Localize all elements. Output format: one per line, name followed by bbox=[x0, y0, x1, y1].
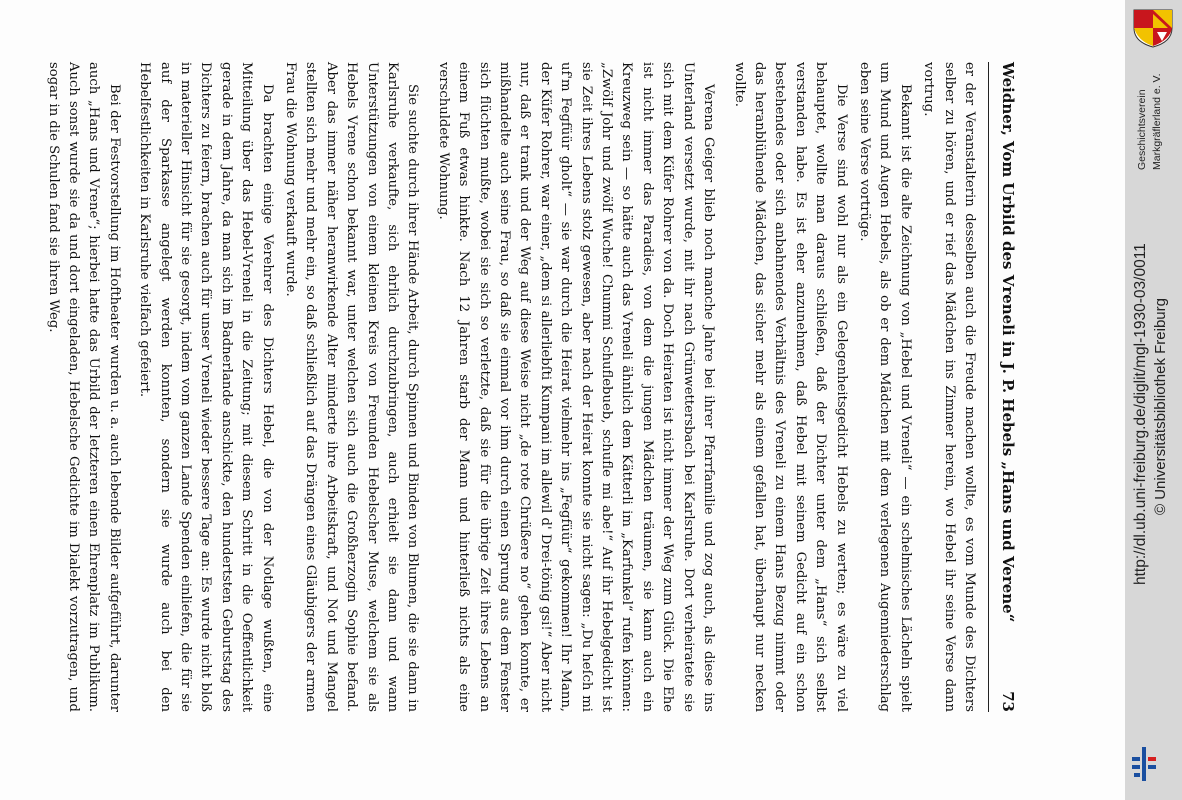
society-name-line2: Markgräflerland e. V. bbox=[1151, 73, 1163, 170]
paragraph: Die Verse sind wohl nur als ein Gelegenheitsgedicht Hebels zu werten; es wäre zu viel behauptet, wollte man daraus schließen, daß der Dichter unter dem „Hans“ sich selbst verstanden habe. Es ist eher anzunehmen, daß Hebel mit seinem Gedicht auf ein schon bestehendes oder sich anbahnendes Verhältnis des Vreneli zu einem Hans Bezug nimmt oder das heranblühende Mädchen, das sicher mehr als einem gefallen hat, überhaupt nur necken wollte. bbox=[731, 62, 849, 712]
coat-of-arms-icon bbox=[1130, 8, 1176, 48]
ub-freiburg-logo-icon bbox=[1130, 743, 1162, 785]
rotated-page-content bbox=[45, 62, 1025, 712]
paragraph: Sie suchte durch ihrer Hände Arbeit, durch Spinnen und Binden von Blumen, die sie dann in Karlsruhe verkaufte, sich ehrlich durchzubringen, auch erhielt sie dann und wann Unterstützungen von einem kleinen Kreis von Freunden Hebelscher Muse, welchem sie als Hebels Vrene schon bekannt war, unter welchen sich auch die Großherzogin Sophie befand. Aber das immer näher heranwirkende Alter minderte ihre Arbeitskraft, und Not und Mangel stellten sich mehr und mehr ein, so daß schließlich auf das Drängen eines Gläubigers der armen Frau die Wohnung verkauft wurde. bbox=[283, 62, 421, 712]
paragraph: Verena Geiger blieb noch manche Jahre bei ihrer Pfarrfamilie und zog auch, als diese ins Unterland versetzt wurde, mit ihr nach Grünwettersbach bei Karlsruhe. Dort verheiratete sie sich mit dem Küfer Rohrer von da. Doch Heiraten ist nicht immer der Weg zum Glück. Die Ehe ist nicht immer das Paradies, von dem die jungen Mädchen träumen, sie kann auch ein Kreuzweg sein — so hätte auch das Vreneli ähnlich dem Kätterli im „Karfunkel“ rufen können: „Zwölf Johr und zwölf Wuche! Chummi Schuflebueb, schufle mi abe!“ Auf ihr Hebelgedicht ist sie Zeit ihres Lebens stolz gewesen, aber nach der Heirat konnte sie nicht sagen: „Du heſch mi uf'm Fegfüür gholt“ — sie war durch die Heirat vielmehr ins „Fegfüür“ gekommen! Ihr Mann, der Küfer Rohrer, war einer, „dem si allerliebſti Kumpani im allewil d' Drei-tönig gsi!“ Aber nicht nur, daß er trank und der Weg auf diese Weise nicht „de rote Chrüßere no“ gehen konnte, er mißhandelte auch seine Frau, so daß sie einmal vor ihm durch einen Sprung aus dem Fenster sich flüchten mußte, wobei sie sich so verletzte, daß sie für die übrige Zeit ihres Lebens an einem Fuß etwas hinkte. Nach 12 Jahren starb der Mann und hinterließ nichts als eine verschuldete Wohnung. bbox=[435, 62, 717, 712]
society-name-line1: Geschichtsverein bbox=[1136, 89, 1148, 170]
paragraph: er der Veranstalterin desselben auch die Freude machen wollte, es vom Munde des Dichters selber zu hören, und er rief das Mädchen ins Zimmer herein, wo Hebel ihr seine Verse dann vortrug. bbox=[921, 62, 977, 712]
running-header bbox=[991, 62, 1025, 712]
page-number: 73 bbox=[999, 691, 1017, 712]
paragraph: Bekannt ist die alte Zeichnung von „Hebel und Vreneli“ — ein schelmisches Lächeln spielt um Mund und Augen Hebels, als ob er dem Mädchen mit dem verlegenen Augenniederschlag eben seine Verse vortrüge. bbox=[856, 62, 913, 712]
header-rule bbox=[988, 62, 989, 712]
permalink-url[interactable]: http://dl.ub.uni-freiburg.de/diglit/mgl-1930-03/0011 bbox=[1132, 243, 1149, 585]
article-body bbox=[39, 62, 979, 712]
paragraph: Bei der Festvorstellung im Hoftheater wurden u. a. auch lebende Bilder aufgeführt, darunter auch „Hans und Vrene“; hierbei hatte das Urbild der letzteren einen Ehrenplatz im Publikum. Auch sonst wurde sie da und dort eingeladen, Hebelsche Gedichte im Dialekt vorzutragen, und sogar in die Schulen fand sie ihren Weg. bbox=[45, 62, 122, 712]
running-header-title: Weidner, Vom Urbild des Vreneli in J. P. Hebels „Hans und Verene“ bbox=[999, 62, 1017, 623]
paragraph: Da brachten einige Verehrer des Dichters Hebel, die von der Notlage wußten, eine Mitteilung über das Hebel-Vreneli in die Zeitung; mit diesem Schritt in die Oeffentlichkeit gerade in dem Jahre, da man sich im Badnerlande anschickte, den hundertsten Geburtstag des Dichters zu feiern, brachen auch für unser Vreneli wieder bessere Tage an: Es wurde nicht bloß in materieller Hinsicht für sie gesorgt, indem vom ganzen Lande Spenden einliefen, die für sie auf der Sparkasse angelegt werden konnten, sondern sie wurde auch bei den Hebelfestlichkeiten in Karlsruhe vielfach gefeiert. bbox=[137, 62, 275, 712]
copyright-notice: © Universitätsbibliothek Freiburg bbox=[1152, 298, 1169, 515]
